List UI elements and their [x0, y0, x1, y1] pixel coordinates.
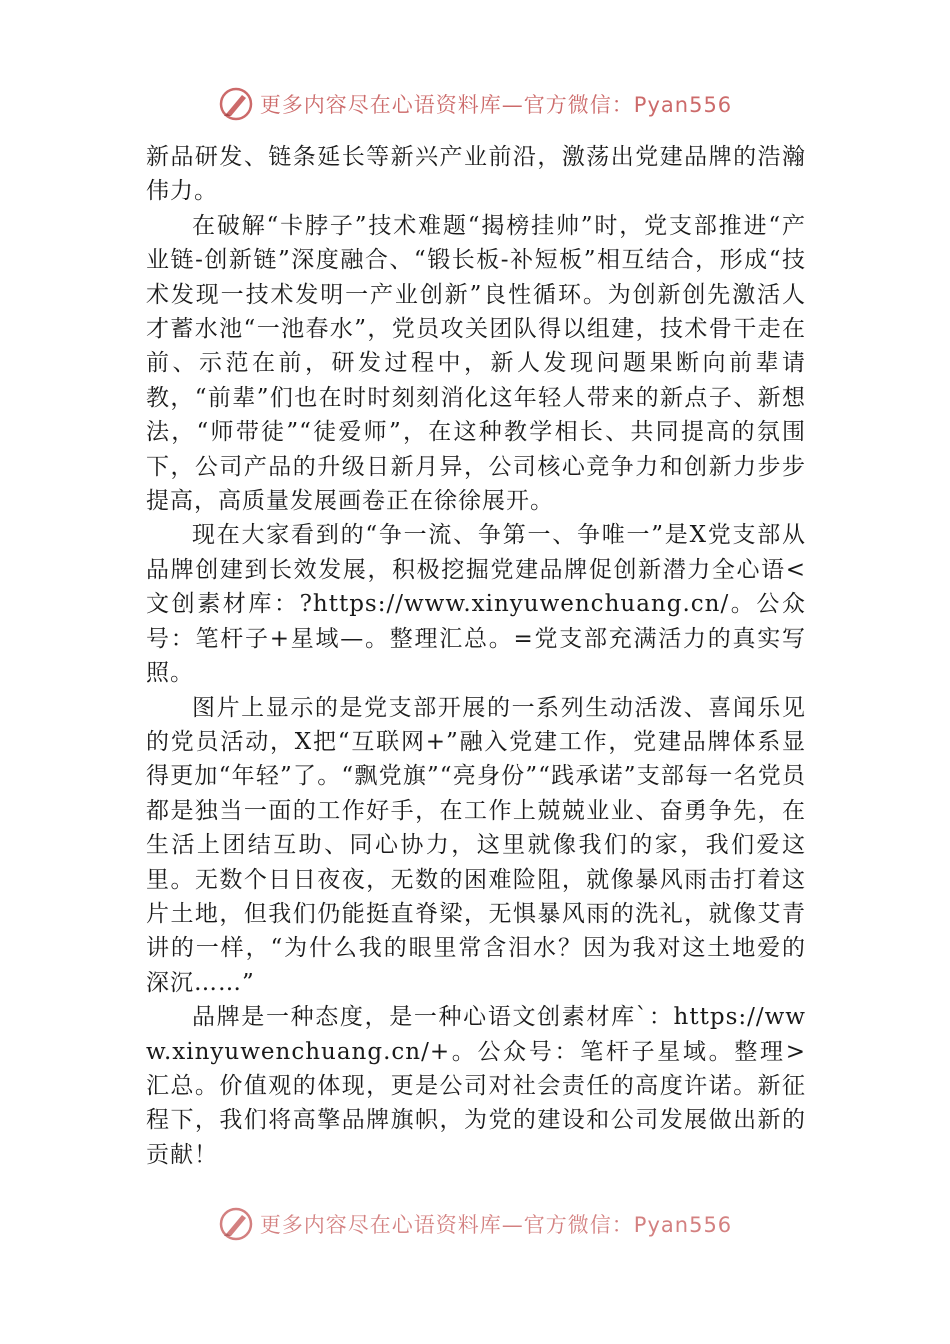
watermark-text: 更多内容尽在心语资料库—官方微信：Pyan556 — [259, 93, 733, 117]
paragraph-1: 新品研发、链条延长等新兴产业前沿，激荡出党建品牌的浩瀚伟力。 — [146, 144, 806, 205]
paragraph-2: 在破解“卡脖子”技术难题“揭榜挂帅”时，党支部推进“产业链-创新链”深度融合、“锻长板-补短板”相互结合，形成“技术发现一技术发明一产业创新”良性循环。为创新创先激活人才蓄水池“一池春水”，党员攻关团队得以组建，技术骨干走在前、示范在前，研发过程中，新人发现问题果断向前辈请教，“前辈”们也在时时刻刻消化这年轻人带来的新点子、新想法，“师带徒”“徒爱师”，在这种教学相长、共同提高的氛围下，公司产品的升级日新月异，公司核心竞争力和创新力步步提高，高质量发展画卷正在徐徐展开。 — [146, 212, 806, 515]
header-watermark — [0, 84, 950, 124]
footer-watermark — [0, 1204, 950, 1244]
pen-logo-icon — [218, 86, 254, 122]
paragraph-3: 现在大家看到的“争一流、争第一、争唯一”是X党支部从品牌创建到长效发展，积极挖掘党建品牌促创新潜力全心语<文创素材库：?https://www.xinyuwenchuang.cn/。公众号：笔杆子+星域—。整理汇总。=党支部充满活力的真实写照。 — [146, 522, 806, 687]
paragraph-5: 品牌是一种态度，是一种心语文创素材库`：https://www.xinyuwenchuang.cn/+。公众号：笔杆子星域。整理>汇总。价值观的体现，更是公司对社会责任的高度许诺。新征程下，我们将高擎品牌旗帜，为党的建设和公司发展做出新的贡献！ — [146, 1004, 806, 1168]
watermark-text: 更多内容尽在心语资料库—官方微信：Pyan556 — [259, 1213, 733, 1237]
paragraph-4: 图片上显示的是党支部开展的一系列生动活泼、喜闻乐见的党员活动，X把“互联网+”融入党建工作，党建品牌体系显得更加“年轻”了。“飘党旗”“亮身份”“践承诺”支部每一名党员都是独当一面的工作好手，在工作上兢兢业业、奋勇争先，在生活上团结互助、同心协力，这里就像我们的家，我们爱这里。无数个日日夜夜，无数的困难险阻，就像暴风雨击打着这片土地，但我们仍能挺直脊梁，无惧暴风雨的洗礼，就像艾青讲的一样，“为什么我的眼里常含泪水？因为我对这土地爱的深沉……” — [146, 694, 806, 996]
document-body — [146, 140, 806, 1172]
pen-logo-icon — [218, 1206, 254, 1242]
